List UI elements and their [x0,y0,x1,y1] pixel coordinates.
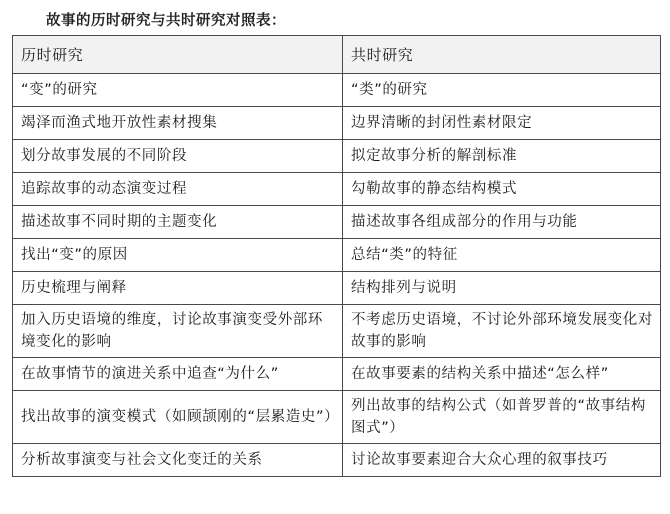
cell-synchronic: 讨论故事要素迎合大众心理的叙事技巧 [343,444,661,477]
cell-diachronic: “变”的研究 [13,74,343,107]
table-row [13,206,661,239]
table-row [13,140,661,173]
cell-synchronic: 描述故事各组成部分的作用与功能 [343,206,661,239]
cell-synchronic: 列出故事的结构公式（如普罗普的“故事结构图式”） [343,391,661,444]
table-row [13,107,661,140]
table-caption: 故事的历时研究与共时研究对照表： [46,13,286,29]
cell-synchronic: 边界清晰的封闭性素材限定 [343,107,661,140]
table-row [13,391,661,444]
cell-diachronic: 分析故事演变与社会文化变迁的关系 [13,444,343,477]
cell-synchronic: 不考虑历史语境，不讨论外部环境发展变化对故事的影响 [343,305,661,358]
cell-synchronic: “类”的研究 [343,74,661,107]
cell-diachronic: 历史梳理与阐释 [13,272,343,305]
header-synchronic: 共时研究 [343,36,661,74]
table-row [13,444,661,477]
cell-synchronic: 拟定故事分析的解剖标准 [343,140,661,173]
cell-diachronic: 划分故事发展的不同阶段 [13,140,343,173]
cell-diachronic: 追踪故事的动态演变过程 [13,173,343,206]
cell-synchronic: 结构排列与说明 [343,272,661,305]
table-row [13,74,661,107]
table-row [13,272,661,305]
cell-diachronic: 竭泽而渔式地开放性素材搜集 [13,107,343,140]
table-row [13,305,661,358]
cell-synchronic: 总结“类”的特征 [343,239,661,272]
cell-diachronic: 描述故事不同时期的主题变化 [13,206,343,239]
table-header-row [13,36,661,74]
cell-synchronic: 在故事要素的结构关系中描述“怎么样” [343,358,661,391]
cell-diachronic: 加入历史语境的维度，讨论故事演变受外部环境变化的影响 [13,305,343,358]
comparison-table [12,35,661,477]
table-row [13,239,661,272]
cell-diachronic: 在故事情节的演进关系中追查“为什么” [13,358,343,391]
table-row [13,358,661,391]
header-diachronic: 历时研究 [13,36,343,74]
cell-diachronic: 找出“变”的原因 [13,239,343,272]
cell-synchronic: 勾勒故事的静态结构模式 [343,173,661,206]
cell-diachronic: 找出故事的演变模式（如顾颉刚的“层累造史”） [13,391,343,444]
table-row [13,173,661,206]
